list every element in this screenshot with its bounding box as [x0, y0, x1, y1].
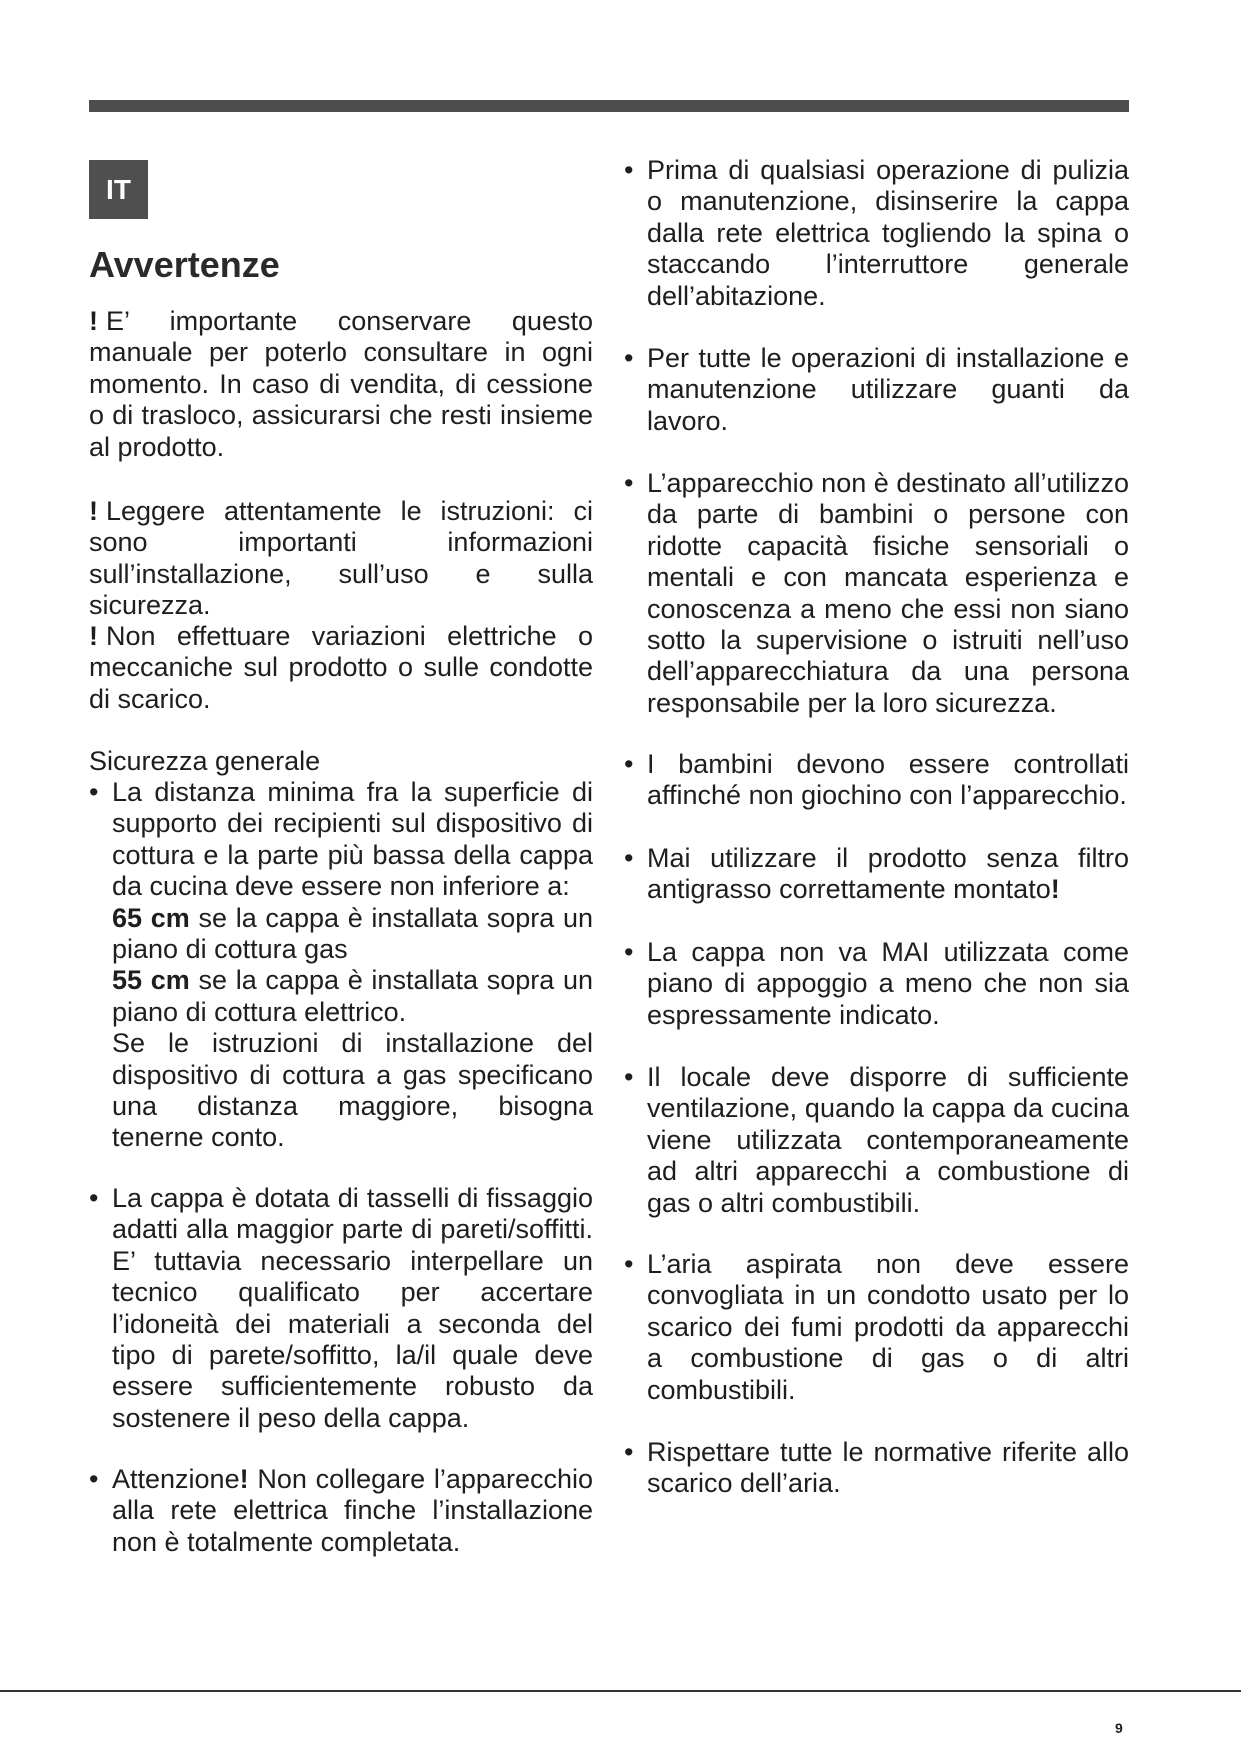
- warning-paragraph: ! Non effettuare variazioni elettriche o meccaniche sul prodotto o sulle condotte di scarico.: [89, 621, 593, 714]
- language-badge: IT: [89, 160, 148, 219]
- bullet-text: La cappa è dotata di tasselli di fissaggio adatti alla maggior parte di pareti/soffitti. E’ tuttavia necessario interpellare un tecnico qualificato per accertare l’idoneità dei materiali a seconda del tipo di parete/soffitto, la/il quale deve essere sufficientemente robusto da sostenere il peso della cappa.: [112, 1183, 593, 1433]
- bullet-text: Il locale deve disporre di sufficiente ventilazione, quando la cappa da cucina viene utilizzata contemporaneamente ad altri apparecchi a combustione di gas o altri combustibili.: [647, 1062, 1129, 1218]
- bullet-dot: •: [624, 468, 634, 498]
- page-number: 9: [1115, 1720, 1123, 1736]
- header-rule: [89, 100, 1129, 112]
- bullet-dot: •: [89, 1183, 99, 1213]
- bullet-text: Prima di qualsiasi operazione di pulizia o manutenzione, disinserire la cappa dalla rete elettrica togliendo la spina o staccando l’interruttore generale dell’abitazione.: [647, 155, 1129, 311]
- bullet-text: I bambini devono essere controllati affinché non giochino con l’apparecchio.: [647, 749, 1129, 811]
- bullet-dot: •: [624, 749, 634, 779]
- bullet-dot: •: [624, 843, 634, 873]
- distance-electric: 55 cm se la cappa è installata sopra un piano di cottura elettrico.: [112, 965, 593, 1027]
- bullet-dot: •: [624, 1062, 634, 1092]
- bullet-text: L’aria aspirata non deve essere convogliata in un condotto usato per lo scarico dei fumi prodotti da apparecchi a combustione di gas o di altri combustibili.: [647, 1249, 1129, 1405]
- page-title: Avvertenze: [89, 244, 280, 285]
- bullet-dot: •: [89, 777, 99, 807]
- bullet-text: Mai utilizzare il prodotto senza filtro antigrasso correttamente montato!: [647, 843, 1129, 905]
- bullet-text: Attenzione! Non collegare l’apparecchio alla rete elettrica finche l’installazione non è totalmente completata.: [112, 1464, 593, 1557]
- bullet-text: Per tutte le operazioni di installazione e manutenzione utilizzare guanti da lavoro.: [647, 343, 1129, 436]
- warning-mark: !: [89, 621, 98, 651]
- bullet-dot: •: [624, 155, 634, 185]
- bullet-dot: •: [624, 1437, 634, 1467]
- section-heading: Sicurezza generale: [89, 746, 321, 776]
- bullet-dot: •: [624, 1249, 634, 1279]
- bullet-dot: •: [89, 1464, 99, 1494]
- distance-gas: 65 cm se la cappa è installata sopra un piano di cottura gas: [112, 902, 593, 965]
- warning-paragraph: ! E’ importante conservare questo manuale per poterlo consultare in ogni momento. In caso di vendita, di cessione o di trasloco, assicurarsi che resti insieme al prodotto.: [89, 306, 593, 462]
- bullet-dot: •: [624, 937, 634, 967]
- bullet-dot: •: [624, 343, 634, 373]
- footer-rule: [0, 1690, 1241, 1692]
- warning-mark: !: [89, 496, 98, 526]
- warning-paragraph: ! Leggere attentamente le istruzioni: ci sono importanti informazioni sull’installazione, sull’uso e sulla sicurezza.: [89, 496, 593, 621]
- warning-mark: !: [89, 306, 98, 336]
- bullet-text: L’apparecchio non è destinato all’utilizzo da parte di bambini o persone con ridotte capacità fisiche sensoriali o mentali e con mancata esperienza e conoscenza a meno che essi non siano sotto la supervisione o istruiti nell’uso dell’apparecchiatura da una persona responsabile per la loro sicurezza.: [647, 468, 1129, 718]
- bullet-text: La distanza minima fra la superficie di supporto dei recipienti sul dispositivo di cottura e la parte più bassa della cappa da cucina deve essere non inferiore a: 65 cm se la cappa è installata sopra un piano di cottura gas 55 cm se la cappa è installata sopra un piano di cottura elettrico. Se le istruzioni di installazione del dispositivo di cottura a gas specificano una distanza maggiore, bisogna tenerne conto.: [112, 777, 593, 1153]
- bullet-text: Rispettare tutte le normative riferite allo scarico dell’aria.: [647, 1437, 1129, 1499]
- bullet-text: La cappa non va MAI utilizzata come piano di appoggio a meno che non sia espressamente indicato.: [647, 937, 1129, 1030]
